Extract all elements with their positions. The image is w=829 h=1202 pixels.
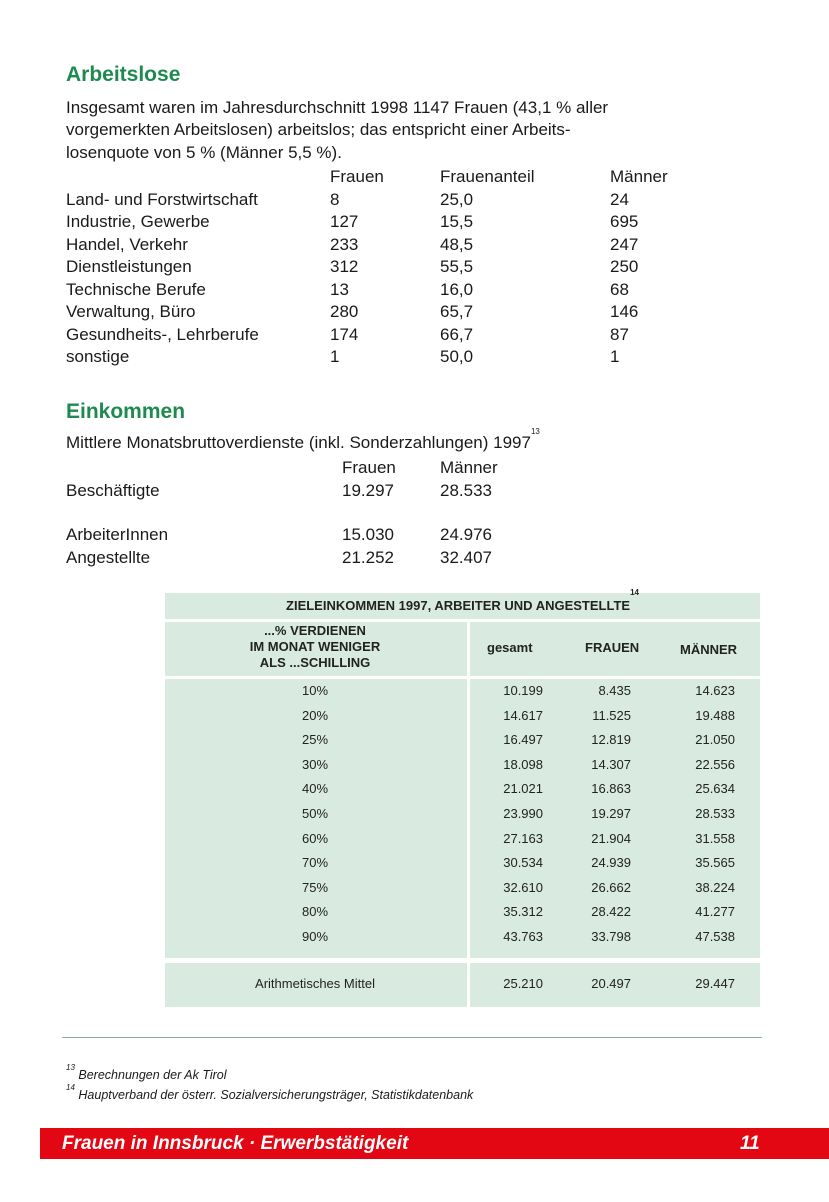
cell-maenner: 28.533 bbox=[440, 480, 492, 500]
cell-percent: 25% bbox=[301, 732, 329, 748]
header-line: ALS ...SCHILLING bbox=[259, 655, 371, 670]
cell-percent: 30% bbox=[301, 756, 329, 772]
cell-frauen: 8.435 bbox=[598, 683, 631, 698]
mean-label: Arithmetisches Mittel bbox=[255, 976, 375, 991]
cell-gesamt: 10.199 bbox=[503, 683, 543, 698]
cell-gesamt: 18.098 bbox=[503, 756, 543, 772]
table-row bbox=[165, 876, 760, 901]
cell-gesamt: 23.990 bbox=[503, 806, 543, 821]
row-label: Handel, Verkehr bbox=[66, 234, 188, 254]
footnote-text: Berechnungen der Ak Tirol bbox=[78, 1068, 227, 1082]
cell-gesamt: 21.021 bbox=[503, 781, 543, 797]
cell-anteil: 25,0 bbox=[440, 189, 474, 209]
table-row bbox=[165, 777, 760, 802]
title-text: ZIELEINKOMMEN 1997, ARBEITER UND ANGESTELLTE bbox=[286, 598, 631, 613]
cell-percent: 50% bbox=[301, 806, 329, 821]
cell-frauen: 11.525 bbox=[592, 707, 631, 723]
cell-maenner: 35.565 bbox=[695, 855, 735, 871]
row-label: Industrie, Gewerbe bbox=[66, 212, 210, 231]
footnote-ref: 13 bbox=[530, 427, 540, 436]
cell-gesamt: 35.312 bbox=[503, 904, 543, 920]
cell-percent: 90% bbox=[301, 929, 329, 944]
section-heading-einkommen: Einkommen bbox=[66, 400, 186, 423]
header-line: ...% VERDIENEN bbox=[264, 623, 366, 638]
footnote-text: Hauptverband der österr. Sozialversicherungsträger, Statistikdatenbank bbox=[78, 1088, 474, 1102]
cell-anteil: 48,5 bbox=[440, 234, 474, 254]
cell-maenner: 24.976 bbox=[440, 525, 492, 544]
cell-frauen: 28.422 bbox=[591, 904, 631, 920]
cell-gesamt: 16.497 bbox=[503, 732, 543, 748]
einkommen-subtitle bbox=[66, 427, 540, 454]
row-label: Verwaltung, Büro bbox=[66, 302, 196, 321]
paragraph-line: vorgemerkten Arbeitslosen) arbeitslos; das entspricht einer Arbeits- bbox=[66, 120, 571, 140]
footnote-num: 13 bbox=[66, 1063, 75, 1072]
cell-frauen: 127 bbox=[330, 212, 359, 231]
cell-anteil: 55,5 bbox=[440, 257, 474, 276]
row-label: ArbeiterInnen bbox=[66, 525, 169, 544]
section-heading-arbeitslose: Arbeitslose bbox=[66, 63, 181, 86]
cell-frauen: 1 bbox=[330, 347, 340, 366]
cell-frauen: 15.030 bbox=[342, 525, 394, 544]
row-label: sonstige bbox=[66, 347, 130, 366]
mean-gesamt: 25.210 bbox=[503, 976, 543, 991]
cell-anteil: 15,5 bbox=[440, 212, 474, 231]
cell-frauen: 19.297 bbox=[591, 806, 631, 821]
cell-frauen: 8 bbox=[330, 189, 340, 209]
cell-anteil: 66,7 bbox=[440, 324, 474, 344]
row-label: Beschäftigte bbox=[66, 480, 160, 500]
cell-frauen: 21.904 bbox=[591, 830, 631, 846]
header-line: IM MONAT WENIGER bbox=[249, 639, 381, 654]
cell-gesamt: 27.163 bbox=[503, 830, 543, 846]
cell-anteil: 16,0 bbox=[440, 279, 474, 299]
cell-frauen: 280 bbox=[330, 302, 359, 321]
table-title bbox=[165, 588, 760, 619]
table-row bbox=[165, 851, 760, 876]
table-row bbox=[165, 753, 760, 778]
cell-frauen: 21.252 bbox=[342, 547, 394, 567]
col-maenner: MÄNNER bbox=[680, 642, 738, 657]
cell-gesamt: 32.610 bbox=[503, 879, 543, 895]
cell-maenner: 146 bbox=[610, 302, 639, 321]
cell-frauen: 24.939 bbox=[591, 855, 631, 871]
cell-frauen: 26.662 bbox=[591, 879, 631, 895]
paragraph-line: Insgesamt waren im Jahresdurchschnitt 1998 1147 Frauen (43,1 % aller bbox=[66, 98, 609, 117]
cell-maenner: 31.558 bbox=[695, 830, 735, 846]
cell-maenner: 250 bbox=[610, 257, 639, 276]
mean-frauen: 20.497 bbox=[591, 976, 631, 991]
cell-maenner: 24 bbox=[610, 189, 629, 209]
cell-frauen: 13 bbox=[330, 279, 349, 299]
cell-maenner: 14.623 bbox=[695, 683, 735, 698]
footer-bar bbox=[40, 1128, 829, 1159]
row-label: Gesundheits-, Lehrberufe bbox=[66, 324, 259, 344]
cell-maenner: 28.533 bbox=[695, 806, 735, 821]
footnote-num: 14 bbox=[66, 1083, 75, 1092]
table-row bbox=[165, 704, 760, 729]
table-row bbox=[165, 827, 760, 852]
header-percent bbox=[165, 623, 465, 671]
cell-maenner: 32.407 bbox=[440, 547, 492, 567]
cell-maenner: 22.556 bbox=[695, 756, 735, 772]
footnote bbox=[66, 1083, 474, 1103]
cell-gesamt: 14.617 bbox=[503, 707, 543, 723]
cell-maenner: 19.488 bbox=[695, 707, 735, 723]
cell-maenner: 247 bbox=[610, 234, 639, 254]
col-maenner: Männer bbox=[440, 458, 498, 477]
table-row bbox=[165, 728, 760, 753]
cell-percent: 80% bbox=[301, 904, 329, 920]
mean-row bbox=[165, 972, 760, 997]
cell-maenner: 47.538 bbox=[695, 929, 735, 944]
cell-maenner: 695 bbox=[610, 212, 639, 231]
cell-percent: 75% bbox=[301, 879, 329, 895]
col-frauen: Frauen bbox=[330, 167, 384, 186]
row-label: Dienstleistungen bbox=[66, 257, 192, 276]
cell-frauen: 12.819 bbox=[591, 732, 631, 748]
zieleinkommen-table bbox=[165, 588, 760, 1007]
col-frauen: FRAUEN bbox=[585, 640, 640, 655]
table-row bbox=[165, 679, 760, 704]
table-row bbox=[165, 802, 760, 827]
cell-maenner: 68 bbox=[610, 279, 629, 299]
row-label: Technische Berufe bbox=[66, 279, 206, 299]
footnote-ref: 14 bbox=[630, 588, 639, 597]
cell-frauen: 16.863 bbox=[591, 781, 631, 797]
table-row bbox=[165, 925, 760, 950]
cell-maenner: 21.050 bbox=[695, 732, 735, 748]
cell-percent: 20% bbox=[301, 707, 329, 723]
cell-frauen: 14.307 bbox=[591, 756, 631, 772]
mean-maenner: 29.447 bbox=[695, 976, 735, 991]
subtitle-text: Mittlere Monatsbruttoverdienste (inkl. Sonderzahlungen) 1997 bbox=[66, 433, 531, 452]
arbeitslose-paragraph bbox=[66, 97, 766, 164]
page-number: 11 bbox=[740, 1133, 760, 1154]
cell-frauen: 174 bbox=[330, 324, 359, 344]
cell-maenner: 1 bbox=[610, 347, 620, 366]
cell-anteil: 65,7 bbox=[440, 302, 474, 321]
cell-maenner: 41.277 bbox=[695, 904, 735, 920]
footer-title: Frauen in Innsbruck · Erwerbstätigkeit bbox=[62, 1133, 409, 1154]
table-row bbox=[165, 900, 760, 925]
cell-frauen: 312 bbox=[330, 257, 359, 276]
divider bbox=[165, 619, 760, 622]
paragraph-line: losenquote von 5 % (Männer 5,5 %). bbox=[66, 142, 342, 162]
row-label: Land- und Forstwirtschaft bbox=[66, 189, 258, 209]
cell-percent: 10% bbox=[301, 683, 329, 698]
cell-maenner: 87 bbox=[610, 324, 629, 344]
cell-anteil: 50,0 bbox=[440, 347, 474, 366]
col-frauen: Frauen bbox=[342, 458, 396, 477]
cell-percent: 60% bbox=[301, 830, 329, 846]
divider bbox=[165, 958, 760, 963]
footnote bbox=[66, 1063, 227, 1083]
cell-maenner: 25.634 bbox=[695, 781, 735, 797]
cell-percent: 40% bbox=[301, 781, 329, 797]
cell-gesamt: 43.763 bbox=[503, 929, 543, 944]
cell-frauen: 33.798 bbox=[591, 929, 631, 944]
cell-maenner: 38.224 bbox=[695, 879, 735, 895]
cell-gesamt: 30.534 bbox=[503, 855, 543, 871]
col-gesamt: gesamt bbox=[487, 640, 533, 655]
col-maenner: Männer bbox=[610, 167, 668, 186]
cell-percent: 70% bbox=[301, 855, 329, 871]
footnote-divider bbox=[62, 1037, 762, 1038]
col-frauenanteil: Frauenanteil bbox=[440, 167, 535, 186]
cell-frauen: 233 bbox=[330, 234, 359, 254]
row-label: Angestellte bbox=[66, 547, 151, 567]
cell-frauen: 19.297 bbox=[342, 480, 394, 500]
